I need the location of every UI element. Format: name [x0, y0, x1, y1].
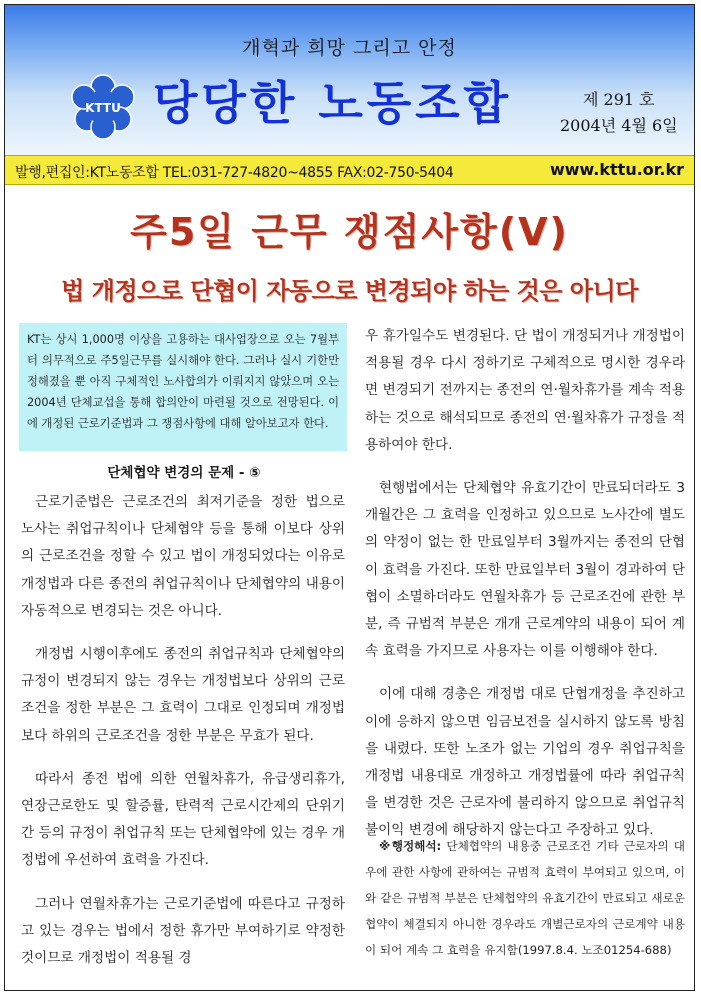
logo-text: KTTU — [85, 101, 121, 115]
left-column — [21, 489, 345, 988]
paragraph: 개정법 시행이후에도 종전의 취업규칙과 단체협약의 규정이 변경되지 않는 경우는 개정법보다 상위의 근로조건을 정한 부분은 그 효력이 그대로 인정되며 개정법보다 하위의 근로조건을 정한 부분은 무효가 된다. — [21, 646, 345, 744]
lead-box: KT는 상시 1,000명 이상을 고용하는 대사업장으로 오는 7월부터 의무적으로 주5일근무를 실시해야 한다. 그러나 실시 기한만 정해졌을 뿐 아직 구체적인 노사합의가 이뤄지지 않았으며 오는 2004년 단체교섭을 통해 합의안이 마련될 것으로 전망된다. 이에 개정된 근로기준법과 그 쟁점사항에 대해 알아보고자 한다. — [19, 323, 347, 451]
website-link[interactable]: www.kttu.or.kr — [549, 160, 684, 179]
section-heading: 단체협약 변경의 문제 - ⑤ — [107, 465, 261, 481]
paragraph: 우 휴가일수도 변경된다. 단 법이 개정되거나 개정법이 적용될 경우 다시 정하기로 구체적으로 명시한 경우라면 변경되기 전까지는 종전의 연·월차휴가를 계속 적용하는 것으로 해석되므로 종전의 연·월차휴가 규정을 적용하여야 한다. — [365, 328, 685, 453]
subheadline: 법 개정으로 단협이 자동으로 변경되야 하는 것은 아니다 — [61, 277, 638, 305]
note-label: ※행정해석: — [379, 839, 442, 853]
paragraph: 이에 대해 경총은 개정법 대로 단협개정을 추진하고 이에 응하지 않으면 임금보전을 실시하지 않도록 방침을 내렸다. 또한 노조가 없는 기업의 경우 취업규칙을 개정법 내용대로 개정하고 개정법률에 따라 취업규칙을 변경한 것은 근로자에 불리하지 않으므로 취업규칙 불이익 변경에 해당하지 않는다고 주장하고 있다. — [365, 686, 685, 839]
publisher-bar — [5, 155, 694, 185]
issue-date: 2004년 4월 6일 — [560, 116, 678, 135]
newsletter-title: 당당한 노동조합 — [153, 76, 513, 130]
note-text: 단체협약의 내용중 근로조건 기타 근로자의 대우에 관한 사항에 관하여는 규범적 효력이 부여되고 있으며, 이와 같은 규범적 부분은 단체협약의 유효기간이 만료되고 새로운 협약이 체결되지 아니한 경우라도 개별근로자의 근로계약 내용이 되어 계속 그 효력을 유지함(1997.8.4. 노조01254-688) — [365, 839, 686, 957]
kttu-logo-icon — [67, 73, 139, 141]
paragraph: 근로기준법은 근로조건의 최저기준을 정한 법으로 노사는 취업규칙이나 단체협약 등을 통해 이보다 상위의 근로조건을 정할 수 있고 법이 개정되었다는 이유로 개정법과 다른 종전의 취업규칙이나 단체협약의 내용이 자동적으로 변경되는 것은 아니다. — [21, 494, 345, 619]
paragraph: 그러나 연월차휴가는 근로기준법에 따른다고 규정하고 있는 경우는 법에서 정한 휴가만 부여하기로 약정한 것이므로 개정법이 적용될 경 — [21, 895, 345, 967]
paragraph: 따라서 종전 법에 의한 연월차휴가, 유급생리휴가, 연장근로한도 및 할증률, 탄력적 근로시간제의 단위기간 등의 규정이 취업규칙 또는 단체협약에 있는 경우 개정법에 우선하여 효력을 가진다. — [21, 770, 345, 869]
slogan: 개혁과 희망 그리고 안정 — [242, 37, 457, 59]
masthead — [5, 5, 694, 155]
issue-number: 제 291 호 — [583, 90, 655, 109]
publisher-info: 발행,편집인:KT노동조합 TEL:031-727-4820~4855 FAX:02-750-5404 — [15, 165, 454, 181]
right-column — [365, 323, 685, 861]
headline: 주5일 근무 쟁점사항(Ⅴ) — [130, 210, 569, 254]
paragraph: 현행법에서는 단체협약 유효기간이 만료되더라도 3개월간은 그 효력을 인정하고 있으므로 노사간에 별도의 약정이 없는 한 만료일부터 3월까지는 종전의 단협이 효력을 가진다. 또한 만료일부터 3월이 경과하여 단협이 소멸하더라도 연월차휴가 등 근로조건에 관한 부분, 즉 규범적 부분은 개개 근로계약의 내용이 되어 계속 효력을 가지므로 사용자는 이를 이행해야 한다. — [365, 480, 685, 660]
administrative-interpretation-note — [365, 833, 685, 963]
newsletter-page — [4, 4, 695, 991]
